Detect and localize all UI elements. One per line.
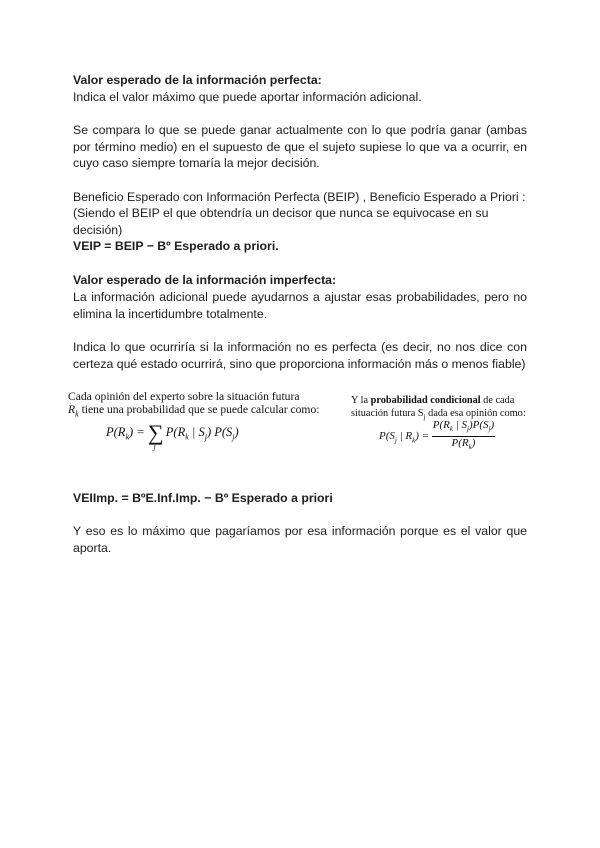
compare-paragraph: Se compara lo que se puede ganar actualmente con lo que podría ganar (ambas por término medio) en el supuesto de que el sujeto supiese lo que va a ocurrir, en cuyo caso siempre tomaría la mejor decisión. [73,123,527,170]
veii-heading: Valor esperado de la información imperfecta: [73,273,337,287]
final-paragraph: Y eso es lo máximo que pagaríamos por esa información porque es el valor que aporta. [73,524,527,555]
conditional-text-line1: Y la probabilidad condicional de cada [351,395,515,406]
veip-description: Indica el valor máximo que puede aportar información adicional. [73,90,422,104]
veiimp-formula: VEIImp. = BºE.Inf.Imp. − Bº Esperado a priori [73,491,333,505]
marginal-probability-block [68,390,338,452]
beip-note: (Siendo el BEIP el que obtendría un decisor que nunca se equivocase en su decisión) [73,206,489,237]
veip-formula: VEIP = BEIP − Bº Esperado a priori. [73,239,279,253]
beip-definition: Beneficio Esperado con Información Perfecta (BEIP) , Beneficio Esperado a Priori : [73,190,526,204]
indica-paragraph: Indica lo que ocurriría si la información no es perfecta (es decir, no nos dice con certeza qué estado ocurrirá, sino que proporciona información más o menos fiable) [73,340,527,371]
marginal-text-line2: $R_k$ tiene una probabilidad que se puede calcular como: [68,403,320,419]
bayes-formula-image [68,390,548,452]
conditional-probability-equation: $P(S_j$ | $R_k$) = $\frac{P(R_k | S_j)P(S_j)}{P(R_k)}$ [379,419,495,452]
marginal-probability-equation: $P(R_k) = \sum_jP(R_k$ | $S_j$) $P(S_j)$ [106,420,239,452]
conditional-probability-block [351,394,551,452]
conditional-text-line2: situación futura $S_j$ dada esa opinión como: [351,408,526,422]
veip-heading: Valor esperado de la información perfecta: [73,73,322,87]
veii-paragraph: La información adicional puede ayudarnos a ajustar esas probabilidades, pero no elimina la incertidumbre totalmente. [73,290,527,321]
marginal-text-line1: Cada opinión del experto sobre la situación futura [68,390,300,403]
